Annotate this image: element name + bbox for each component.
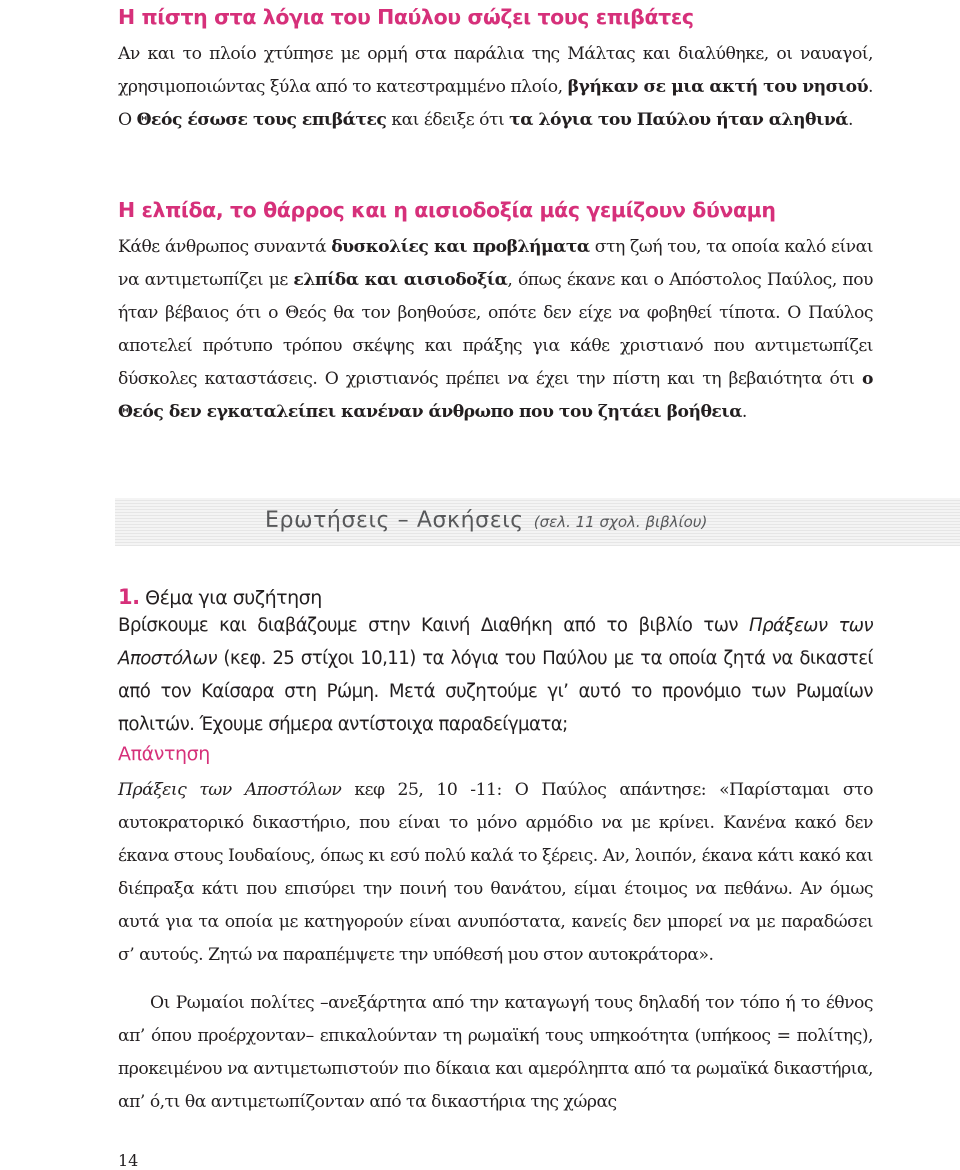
answer-paragraph-2: Οι Ρωμαίοι πολίτες –ανεξάρτητα από την καταγωγή τους δηλαδή τον τόπο ή το έθνος απ’ όπου προέρχονταν– επικαλούνταν τη ρωμαϊκή τους υπηκοότητα (υπήκοος = πολίτης), προκειμένου να αντιμετωπιστούν πιο δίκαια και αμερόληπτα από τα ρωμαϊκά δικαστήρια, απ’ ό,τι θα αντιμετωπίζονταν από τα δικαστήρια της χώρας [118, 993, 873, 1112]
question-number: 1. [118, 585, 140, 609]
answer-paragraph-1 [118, 774, 873, 972]
bold-span: Θεός έσωσε τους επιβάτες [136, 110, 387, 130]
banner-reference: (σελ. 11 σχολ. βιβλίου) [533, 513, 708, 531]
bold-span: δυσκολίες και προβλήματα [331, 237, 590, 257]
banner-title [265, 508, 707, 533]
text-span: στη ζωή του, τα οποία καλό είναι να αντιμετωπίζει με [118, 237, 873, 290]
bold-span: ελπίδα και αισιοδοξία [293, 270, 508, 290]
page-number: 14 [118, 1151, 139, 1170]
banner-title-text: Ερωτήσεις – Ασκήσεις [265, 508, 524, 533]
text-span: . [741, 402, 747, 422]
italic-span: Πράξεων των Αποστόλων [118, 615, 873, 669]
text-span: (κεφ. 25 στίχοι 10,11) τα λόγια του Παύλου με τα οποία ζητά να δικαστεί από τον Καίσαρα στη Ρώμη. Μετά συζητούμε γι’ αυτό το προνόμιο των Ρωμαίων πολιτών. Έχουμε σήμερα αντίστοιχα παραδείγματα; [118, 648, 873, 735]
section-heading-hope: Η ελπίδα, το θάρρος και η αισιοδοξία μάς γεμίζουν δύναμη [118, 198, 776, 222]
italic-span: Πράξεις των Αποστόλων [118, 780, 342, 800]
paragraph-hope [118, 231, 873, 429]
text-span: κεφ 25, 10 -11: Ο Παύλος απάντησε: «Παρίσταμαι στο αυτοκρατορικό δικαστήριο, που είναι το μόνο αρμόδιο να με κρίνει. Κανένα κακό δεν έκανα στους Ιουδαίους, όπως κι εσύ πολύ καλά το ξέρεις. Αν, λοιπόν, έκανα κάτι κακό και διέπραξα κάτι που επισύρει την ποινή του θανάτου, είμαι έτοιμος να πεθάνω. Αν όμως αυτά για τα οποία με κατηγορούν είναι ανυπόστατα, κανείς δεν μπορεί να με παραδώσει σ’ αυτούς. Ζητώ να παραπέμψετε την υπόθεσή μου στον αυτοκράτορα». [118, 780, 874, 965]
question-heading [118, 583, 322, 612]
section-heading-faith: Η πίστη στα λόγια του Παύλου σώζει τους επιβάτες [118, 5, 694, 29]
text-span: , όπως έκανε και ο Απόστολος Παύλος, που ήταν βέβαιος ότι ο Θεός θα τον βοηθούσε, οπότε δεν είχε να φοβηθεί τίποτα. Ο Παύλος αποτελεί πρότυπο τρόπου σκέψης και πράξης για κάθε χριστιανό που αντιμετωπίζει δύσκολες καταστάσεις. Ο χριστιανός πρέπει να έχει την πίστη και τη βεβαιότητα ότι [118, 270, 873, 389]
text-span: Βρίσκουμε και διαβάζουμε στην Καινή Διαθήκη από το βιβλίο των [118, 615, 749, 636]
bold-span: ο Θεός δεν εγκαταλείπει κανέναν άνθρωπο που του ζητάει βοήθεια [118, 369, 873, 422]
text-span: και έδειξε ότι [386, 110, 510, 130]
question-text [118, 609, 873, 741]
text-span: . [847, 110, 853, 130]
answer-label: Απάντηση [118, 743, 210, 765]
paragraph-faith [118, 38, 873, 137]
question-title: Θέμα για συζήτηση [145, 587, 322, 609]
text-span: . Ο [118, 77, 873, 130]
bold-span: βγήκαν σε μια ακτή του νησιού [567, 77, 869, 97]
bold-span: τα λόγια του Παύλου ήταν αληθινά [509, 110, 848, 130]
text-span: Κάθε άνθρωπος συναντά [118, 237, 332, 257]
text-span: Αν και το πλοίο χτύπησε με ορμή στα παράλια της Μάλτας και διαλύθηκε, οι ναυαγοί, χρησιμοποιώντας ξύλα από το κατεστραμμένο πλοίο, [118, 44, 873, 97]
exercises-banner [115, 498, 960, 546]
